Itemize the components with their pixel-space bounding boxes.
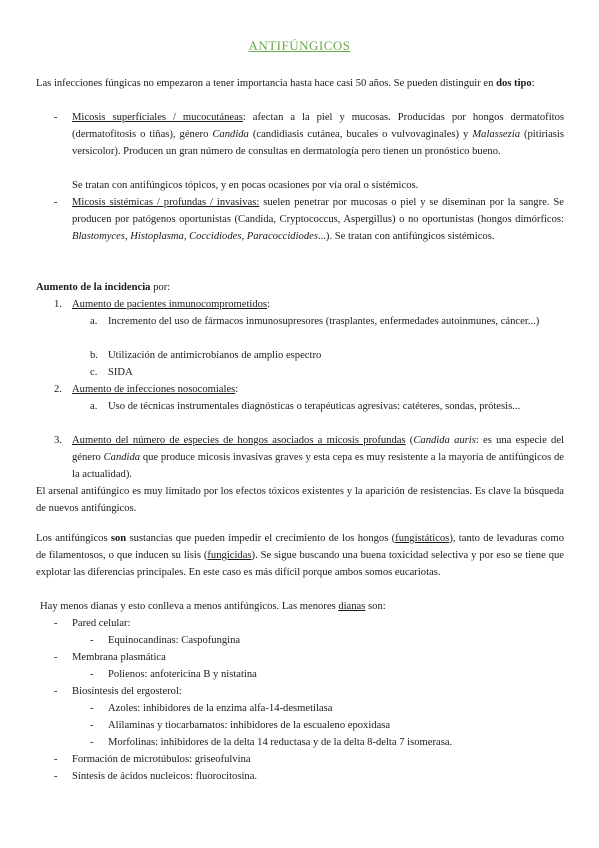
incidence-item-after: : es una especie del género — [72, 435, 564, 463]
list-number: 2. — [54, 384, 62, 395]
type-text: suelen penetrar por mucosas o piel y se diseminan por la sangre. Se producen por patógenos oportunistas (Candida, Cryptococcus, Aspergillus) o no oportunistas (hongos dimórficos: — [72, 197, 564, 225]
list-dash: - — [54, 754, 58, 765]
type-text: (pitiriasis versicolor). Producen un gran número de consultas en dermatología pero tienen un pronóstico bueno. — [72, 129, 564, 157]
type-systemic — [72, 194, 564, 245]
definition-text: Los antifúngicos — [36, 533, 111, 544]
incidence-italic: Candida — [103, 452, 141, 463]
sub-item: SIDA — [108, 367, 133, 378]
incidence-item-after: : — [267, 299, 271, 310]
target-item: Síntesis de ácidos nucleicos: fluorocitosina. — [72, 771, 258, 782]
type-italic: Blastomyces, Histoplasma, Coccidiodes, Paracoccidiodes — [72, 231, 318, 242]
intro-after: : — [531, 78, 535, 89]
definition-underline: fungicidas — [207, 550, 252, 561]
incidence-item-after: que produce micosis invasivas graves y esta cepa es muy resistente a la mayoría de antifúngicos de la actualidad). — [72, 452, 564, 480]
target-sub-item: Azoles: inhibidores de la enzima alfa-14-desmetilasa — [108, 703, 333, 714]
incidence-item-text: Aumento de pacientes inmunocomprometidos — [72, 299, 268, 310]
incidence-item-after: ( — [405, 435, 414, 446]
sub-item: Utilización de antimicrobianos de amplio espectro — [108, 350, 322, 361]
definition-bold: son — [110, 533, 127, 544]
incidence-item-2 — [72, 381, 564, 398]
targets-underline: dianas — [338, 601, 366, 612]
definition-underline: fungistáticos — [395, 533, 450, 544]
incidence-bold: Aumento de la incidencia — [36, 282, 151, 293]
targets-intro — [40, 598, 564, 615]
definition-text: sustancias que pueden impedir el crecimiento de los hongos ( — [126, 533, 396, 544]
target-sub-item: Morfolinas: inhibidores de la delta 14 reductasa y de la delta 8-delta 7 isomerasa. — [108, 737, 453, 748]
arsenal-paragraph: El arsenal antifúngico es muy limitado por los efectos tóxicos existentes y la aparición de resistencias. Es clave la búsqueda de nuevos antifúngicos. — [36, 486, 564, 514]
incidence-italic: Candida auris — [413, 435, 476, 446]
incidence-heading — [36, 279, 564, 296]
target-sub-item: Polienos: anfotericina B y nistatina — [108, 669, 257, 680]
type-italic: Candida — [212, 129, 249, 140]
sub-item: Incremento del uso de fármacos inmunosupresores (trasplantes, enfermedades autoinmunes, cáncer...) — [108, 316, 540, 327]
type-term: Micosis superficiales / mucocutáneas — [72, 112, 243, 123]
list-dash: - — [90, 737, 94, 748]
sub-letter: b. — [90, 350, 98, 361]
list-dash: - — [54, 112, 58, 123]
page-title: ANTIFÚNGICOS — [248, 38, 351, 53]
list-dash: - — [54, 652, 58, 663]
definition-text: ), tanto de levaduras como de filamentosos, o que inducen su lisis ( — [36, 533, 565, 561]
incidence-item-3 — [72, 432, 564, 483]
type-italic: Malassezia — [472, 129, 520, 140]
intro-text: Las infecciones fúngicas no empezaron a tener importancia hasta hace casi 50 años. Se pueden distinguir en — [36, 78, 494, 89]
sub-letter: c. — [90, 367, 98, 378]
type-text: (candidiasis cutánea, bucales o vulvovaginales) y — [248, 129, 473, 140]
list-number: 1. — [54, 299, 62, 310]
list-dash: - — [54, 197, 58, 208]
target-sub-item: Alilaminas y tiocarbamatos: inhibidores de la escualeno epoxidasa — [108, 720, 391, 731]
definition-paragraph — [36, 530, 564, 581]
incidence-item-text: Aumento de infecciones nosocomiales — [72, 384, 236, 395]
type-superficial-extra: Se tratan con antifúngicos tópicos, y en pocas ocasiones por vía oral o sistémicos. — [72, 180, 419, 191]
list-dash: - — [90, 703, 94, 714]
incidence-after: por: — [150, 282, 171, 293]
incidence-item-text: Aumento del número de especies de hongos asociados a micosis profundas — [72, 435, 406, 446]
list-dash: - — [90, 669, 94, 680]
type-text: : afectan a la piel y mucosas. Producidas por hongos dermatofitos (dermatofitosis o tiñas), género — [72, 112, 564, 140]
incidence-item-after: : — [235, 384, 239, 395]
target-item: Pared celular: — [72, 618, 131, 629]
sub-letter: a. — [90, 401, 98, 412]
type-superficial — [72, 109, 564, 160]
list-number: 3. — [54, 435, 62, 446]
sub-letter: a. — [90, 316, 98, 327]
targets-text: Hay menos dianas y esto conlleva a menos antifúngicos. Las menores — [40, 601, 339, 612]
incidence-item-1 — [72, 296, 564, 313]
list-dash: - — [54, 686, 58, 697]
list-dash: - — [90, 635, 94, 646]
target-item: Membrana plasmática — [72, 652, 166, 663]
target-item: Formación de microtúbulos: griseofulvina — [72, 754, 251, 765]
targets-text: son: — [365, 601, 386, 612]
intro-paragraph — [36, 75, 564, 92]
type-text: ...). Se tratan con antifúngicos sistémicos. — [317, 231, 495, 242]
sub-item: Uso de técnicas instrumentales diagnósticas o terapéuticas agresivas: catéteres, sondas, prótesis... — [108, 401, 521, 412]
list-dash: - — [54, 618, 58, 629]
intro-bold: dos tipo — [496, 78, 532, 89]
definition-text: ). Se sigue buscando una buena toxicidad selectiva y por eso se tiene que explotar las diferencias principales. En este caso es más difícil porque ambos somos eucariotas. — [36, 550, 565, 578]
list-dash: - — [90, 720, 94, 731]
type-term: Micosis sistémicas / profundas / invasivas: — [72, 197, 260, 208]
list-dash: - — [54, 771, 58, 782]
target-sub-item: Equinocandinas: Caspofungina — [108, 635, 241, 646]
target-item: Biosíntesis del ergosterol: — [72, 686, 182, 697]
